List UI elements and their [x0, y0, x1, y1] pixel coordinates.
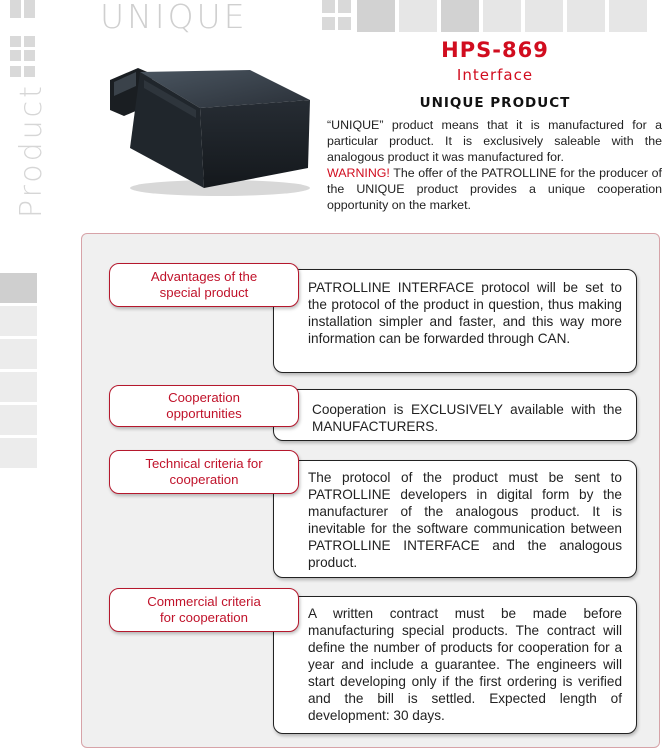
decor-block	[357, 0, 395, 32]
decor-block	[0, 438, 37, 468]
section-label	[109, 450, 299, 494]
product-description	[327, 117, 662, 213]
section-content	[273, 389, 637, 441]
decor-block	[0, 306, 37, 336]
decor-block	[609, 0, 647, 32]
decor-square	[322, 17, 335, 30]
decor-square	[10, 0, 21, 18]
decor-square	[10, 66, 21, 77]
section-label-text: Cooperation opportunities	[166, 390, 242, 421]
description-text: “UNIQUE” product means that it is manufactured for a particular product. It is exclusively saleable with the analogous product it was manufactured for.	[327, 118, 662, 164]
warning-label: WARNING!	[327, 166, 390, 180]
decor-block	[399, 0, 437, 32]
section-text: The protocol of the product must be sent to PATROLLINE developers in digital form by the manufacturer of the analogous product. It is inevitable for the software communication between PATROLLINE INTERFACE and the analogous product.	[308, 470, 622, 570]
warning-text: The offer of the PATROLLINE for the producer of the UNIQUE product provides a unique cooperation opportunity on the market.	[327, 166, 662, 212]
decor-block	[0, 405, 37, 435]
product-heading: UNIQUE PRODUCT	[419, 95, 571, 111]
section-label-text: Technical criteria for cooperation	[145, 456, 263, 487]
decor-square	[10, 50, 21, 61]
decor-block	[0, 372, 37, 402]
brand-title: UNIQUE	[100, 0, 248, 36]
section-content	[273, 596, 637, 734]
section-label-text: Advantages of the special product	[150, 269, 258, 300]
decor-block	[525, 0, 563, 32]
section-label	[109, 263, 299, 307]
decor-square	[338, 0, 351, 13]
decor-block	[483, 0, 521, 32]
section-label	[109, 588, 299, 632]
decor-square	[24, 66, 35, 77]
decor-block	[0, 339, 37, 369]
section-content	[273, 269, 637, 373]
decor-square	[10, 36, 21, 47]
product-subtitle: Interface	[456, 66, 534, 84]
decor-square	[24, 0, 35, 18]
decor-block	[441, 0, 479, 32]
section-text: A written contract must be made before manufacturing special products. The contract will define the number of products for cooperation for a year and include a guarantee. The engineers will start developing only if the first ordering is verified and the bill is settled. Expected length of development: 30 days.	[308, 606, 622, 723]
decor-block	[0, 273, 37, 303]
section-label-text: Commercial criteria for cooperation	[147, 594, 261, 625]
product-image	[100, 60, 315, 200]
section-label	[109, 385, 299, 427]
decor-block	[567, 0, 605, 32]
product-model: HPS-869	[441, 38, 549, 62]
section-text: Cooperation is EXCLUSIVELY available with the MANUFACTURERS.	[312, 402, 622, 434]
decor-square	[24, 36, 35, 47]
side-decoration-column	[0, 273, 37, 471]
decor-square	[322, 0, 335, 13]
decor-square	[24, 50, 35, 61]
decor-square	[338, 17, 351, 30]
section-text: PATROLLINE INTERFACE protocol will be set to the protocol of the product in question, thus making installation simpler and faster, and this way more information can be forwarded through CAN.	[308, 280, 622, 346]
side-section-label: Product	[14, 83, 49, 218]
section-content	[273, 460, 637, 578]
